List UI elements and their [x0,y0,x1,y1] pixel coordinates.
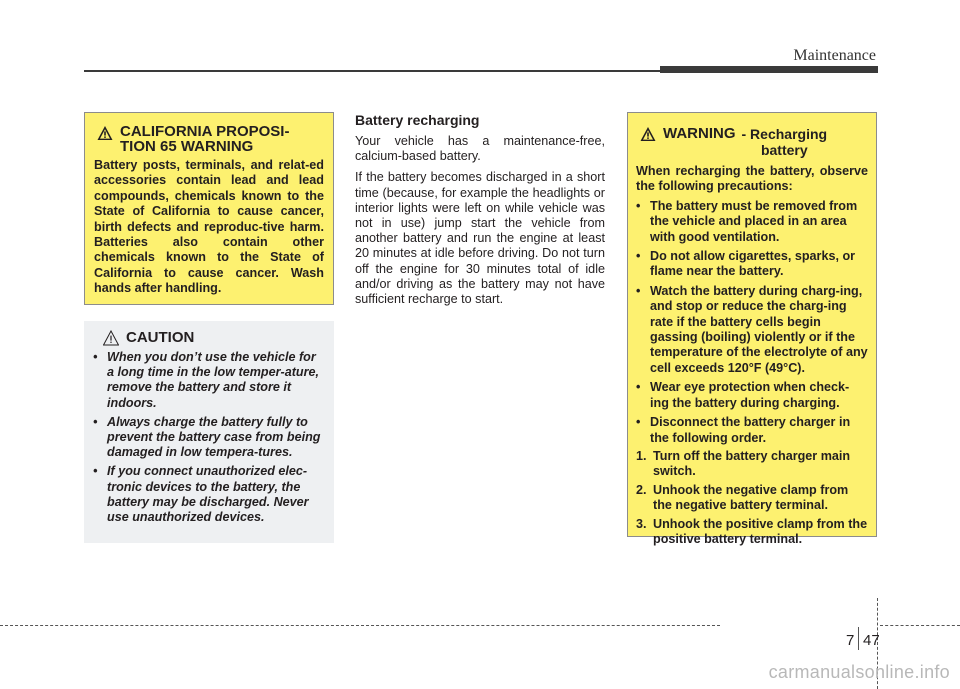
battery-recharging-section [355,112,605,307]
section-title: Maintenance [793,47,876,64]
recharging-warning-steps [636,449,868,547]
caution-item: • When you don’t use the vehicle for a long time in the low temper-ature, remove the battery and store it indoors. [93,350,325,411]
step-text: Turn off the battery charger main switch. [653,448,851,479]
header-rule [84,70,664,72]
california-warning-text: Battery posts, terminals, and relat-ed accessories contain lead and lead compounds, chemicals known to the State of California to cause cancer, birth defects and reproduc-tive harm. Batteries also contain other chemicals known to the State of California to cause cancer. Wash hands after handling. [94,158,324,296]
caution-triangle-icon [103,330,119,346]
california-warning-title [94,124,324,154]
recharging-warning-bullet: • Do not allow cigarettes, sparks, or flame near the battery. [636,249,868,280]
step-number: 2. [636,482,647,497]
page-number: 47 [863,632,880,649]
recharging-warning-bullets [636,199,868,446]
recharging-warning-step [636,517,868,548]
battery-recharging-para: If the battery becomes discharged in a short time (because, for example the headlights or interior lights were left on while vehicle was not in use) jump start the vehicle from another battery and run the engine at least 20 minutes at idle before driving. Do not turn off the engine for 30 minutes total of idle and/or driving as the battery may not have sufficient recharge to start. [355,170,605,307]
caution-list [93,350,325,525]
california-warning-title-text: CALIFORNIA PROPOSI- TION 65 WARNING [120,123,290,155]
footer-rule [880,625,960,626]
chapter-number: 7 [846,632,855,649]
recharging-warning-box [627,112,877,546]
battery-recharging-para: Your vehicle has a maintenance-free, calcium-based battery. [355,134,605,164]
header-rule-accent [660,66,878,73]
recharging-warning-bullet: • The battery must be removed from the vehicle and placed in an area with good ventilation. [636,199,868,245]
warning-triangle-icon [640,126,656,142]
warning-triangle-icon [97,125,113,141]
recharging-warning-title-sub: - Recharging battery [741,126,828,158]
recharging-warning-title [636,125,868,158]
battery-recharging-heading: Battery recharging [355,112,480,128]
step-number: 3. [636,516,647,531]
california-warning-box [84,112,334,305]
footer-rule [0,625,720,626]
recharging-warning-step [636,449,868,480]
recharging-warning-intro: When recharging the battery, observe the following precautions: [636,164,868,194]
recharging-warning-bullet: • Watch the battery during charg-ing, and stop or reduce the charg-ing rate if the battery cells begin gassing (boiling) violently or if the temperature of the electrolyte of any cell exceeds 120°F (49°C). [636,284,868,376]
recharging-warning-title-main: WARNING [663,125,736,142]
page-number-separator [858,627,859,650]
recharging-warning-bullet: • Wear eye protection when check-ing the battery during charging. [636,380,868,411]
step-text: Unhook the positive clamp from the positive battery terminal. [653,516,868,546]
watermark: carmanualsonline.info [768,662,950,682]
recharging-warning-bullet: • Disconnect the battery charger in the following order. [636,415,868,446]
step-number: 1. [636,448,647,463]
recharging-warning-step [636,483,868,514]
caution-title-text: CAUTION [126,329,195,346]
caution-item: • If you connect unauthorized elec-tronic devices to the battery, the battery may be discharged. Never use unauthorized devices. [93,464,325,525]
step-text: Unhook the negative clamp from the negative battery terminal. [653,482,849,513]
caution-item: • Always charge the battery fully to prevent the battery case from being damaged in low tempera-tures. [93,415,325,461]
caution-title [93,329,325,346]
caution-box [84,321,334,543]
